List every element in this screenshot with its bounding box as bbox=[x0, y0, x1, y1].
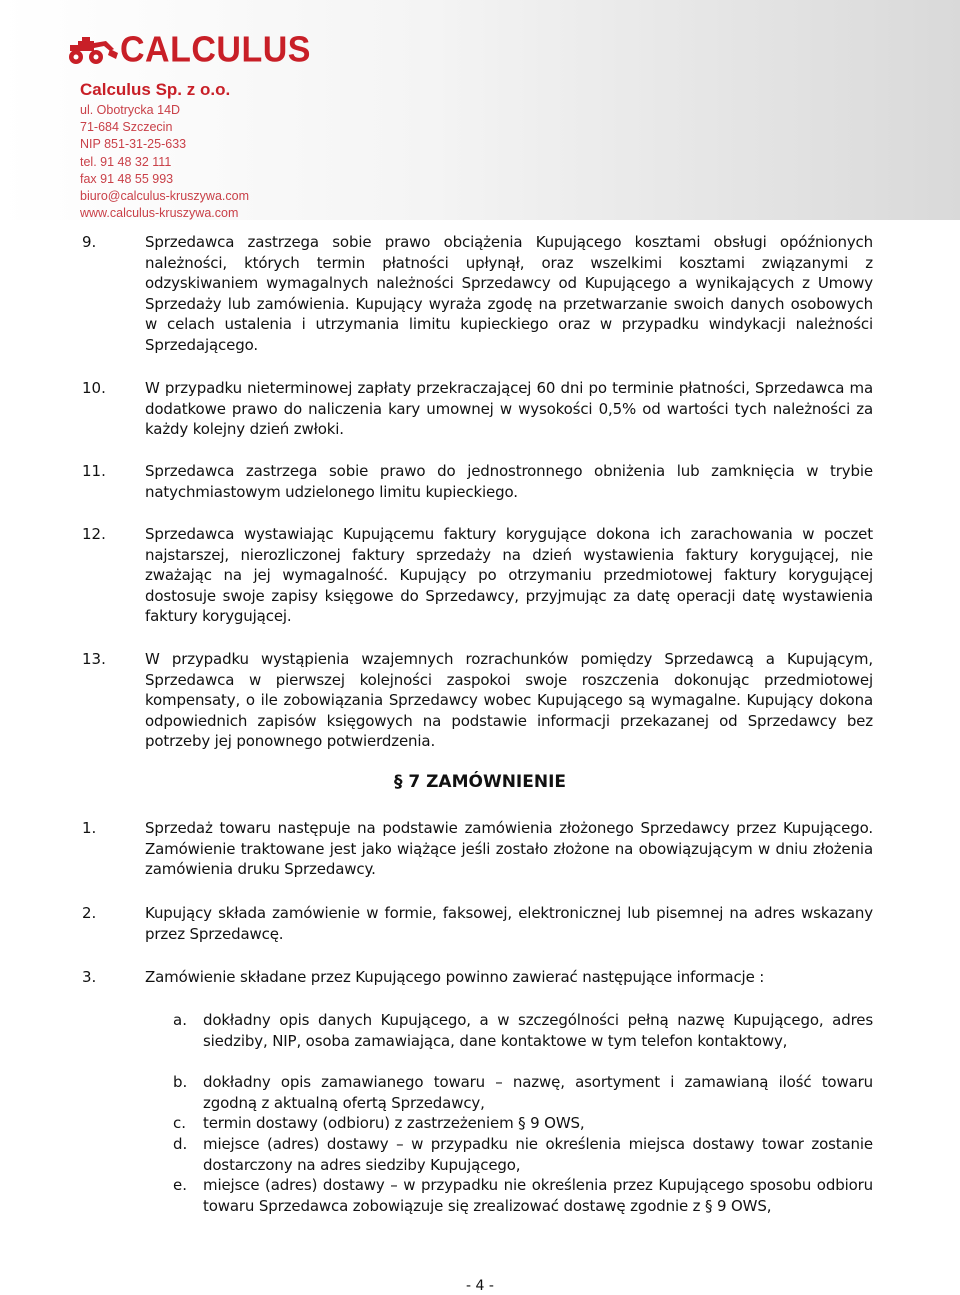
paragraph-number: 2. bbox=[82, 904, 97, 922]
list-text: dokładny opis danych Kupującego, a w szczególności pełną nazwę Kupującego, adres siedziby, NIP, osoba zamawiająca, dane kontaktowe w tym telefon kontaktowy, bbox=[203, 1011, 873, 1050]
email-link[interactable]: biuro@calculus-kruszywa.com bbox=[80, 188, 249, 203]
website-link[interactable]: www.calculus-kruszywa.com bbox=[80, 206, 239, 221]
paragraph-number: 11. bbox=[82, 462, 106, 480]
section-title: § 7 ZAMÓWNIENIE bbox=[393, 772, 567, 792]
paragraph-text: Zamówienie składane przez Kupującego powinno zawierać następujące informacje : bbox=[145, 968, 765, 986]
company-logo bbox=[66, 30, 311, 70]
paragraph-text: Sprzedawca zastrzega sobie prawo do jednostronnego obniżenia lub zamknięcia w trybie natychmiastowym udzielonego limitu kupieckiego. bbox=[145, 462, 873, 501]
list-letter: d. bbox=[173, 1135, 188, 1153]
list-text: miejsce (adres) dostawy – w przypadku nie określenia miejsca dostawy towar zostanie dostarczony na adres siedziby Kupującego, bbox=[203, 1135, 873, 1174]
address-city: 71-684 Szczecin bbox=[80, 120, 173, 135]
paragraph-text: W przypadku wystąpienia wzajemnych rozrachunków pomiędzy Sprzedawcą a Kupującym, Sprzedawca w pierwszej kolejności zaspokoi swoje roszczenia dokonując przedmiotowej kompensaty, o ile zobowiązania Sprzedawcy wobec Kupującego są wymagalne. Kupujący dokona odpowiednich zapisów księgowych na podstawie informacji przekazanej od Sprzedawcy bez potrzeby jej ponownego potwierdzenia. bbox=[145, 650, 873, 750]
paragraph-number: 13. bbox=[82, 650, 106, 668]
address-street: ul. Obotrycka 14D bbox=[80, 103, 181, 117]
list-letter: c. bbox=[173, 1114, 187, 1132]
contact-block bbox=[80, 102, 249, 222]
list-letter: a. bbox=[173, 1011, 187, 1029]
list-text: miejsce (adres) dostawy – w przypadku nie określenia przez Kupującego sposobu odbioru towaru Sprzedawca zobowiązuje się zrealizować dostawę zgodnie z § 9 OWS, bbox=[203, 1176, 873, 1215]
tax-id: NIP 851-31-25-633 bbox=[80, 137, 187, 152]
paragraph-text: Sprzedawca wystawiając Kupującemu faktury korygujące dokona ich zarachowania w poczet najstarszej, nierozliczonej faktury sprzedaży na dzień wystawienia faktury korygującej, nie zważając na jej wymagalność. Kupujący po otrzymaniu przedmiotowej faktury korygującej dostosuje swoje zapisy księgowe do Sprzedawcy, przyjmując za datę operacji datę wystawienia faktury korygującej. bbox=[145, 525, 873, 625]
paragraph-text: Sprzedaż towaru następuje na podstawie zamówienia złożonego Sprzedawcy przez Kupującego. Zamówienie traktowane jest jako wiążące jeśli zostało złożone na obowiązującym w dniu złożenia zamówienia druku Sprzedawcy. bbox=[145, 819, 873, 878]
paragraph-number: 12. bbox=[82, 525, 106, 543]
paragraph-text: W przypadku nieterminowej zapłaty przekraczającej 60 dni po terminie płatności, Sprzedawca ma dodatkowe prawo do naliczenia kary umownej w wysokości 0,5% od wartości tych należności za każdy kolejny dzień zwłoki. bbox=[145, 379, 873, 438]
list-text: termin dostawy (odbioru) z zastrzeżeniem § 9 OWS, bbox=[203, 1114, 585, 1132]
paragraph-number: 9. bbox=[82, 233, 97, 251]
letterhead bbox=[0, 0, 960, 220]
paragraph-number: 1. bbox=[82, 819, 97, 837]
paragraph-number: 3. bbox=[82, 968, 97, 986]
list-text: dokładny opis zamawianego towaru – nazwę, asortyment i zamawianą ilość towaru zgodną z aktualną ofertą Sprzedawcy, bbox=[203, 1073, 873, 1112]
paragraph-text: Sprzedawca zastrzega sobie prawo obciążenia Kupującego kosztami obsługi opóźnionych należności, których termin płatności upłynął, oraz wszelkimi kosztami związanymi z odzyskiwaniem wymagalnych należności Sprzedawcy od Kupującego a wynikających z Umowy Sprzedaży lub zamówienia. Kupujący wyraża zgodę na przetwarzanie swoich danych osobowych w celach ustalenia i utrzymania limitu kupieckiego oraz w przypadku windykacji należności Sprzedającego. bbox=[145, 233, 873, 354]
list-letter: b. bbox=[173, 1073, 188, 1091]
loader-truck-icon bbox=[66, 35, 118, 65]
phone: tel. 91 48 32 111 bbox=[80, 154, 172, 169]
fax: fax 91 48 55 993 bbox=[80, 171, 174, 186]
company-name: Calculus Sp. z o.o. bbox=[80, 80, 231, 99]
list-letter: e. bbox=[173, 1176, 187, 1194]
paragraph-number: 10. bbox=[82, 379, 106, 397]
logo-text: CALCULUS bbox=[120, 30, 311, 70]
page-number: - 4 - bbox=[466, 1278, 494, 1294]
paragraph-text: Kupujący składa zamówienie w formie, faksowej, elektronicznej lub pisemnej na adres wskazany przez Sprzedawcę. bbox=[145, 904, 873, 943]
